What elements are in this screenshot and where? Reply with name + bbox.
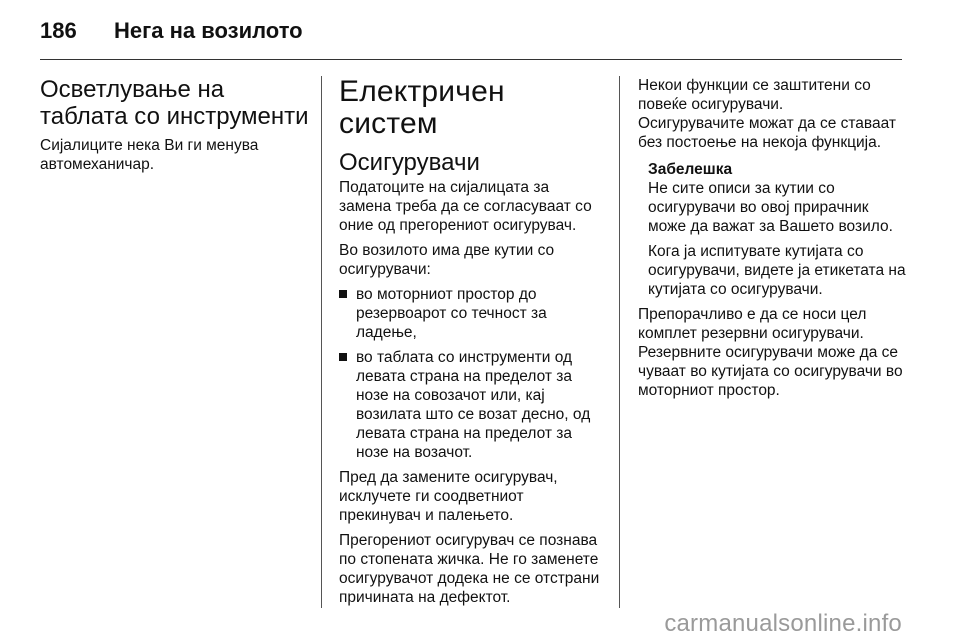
note-text: Не сите описи за кутии со осигурувачи во овој прирачник може да важат за Вашето возило.: [648, 180, 893, 235]
paragraph: Прегорениот осигурувач се познава по стопената жичка. Не го заменете осигурувачот додека не се отстрани причината на дефектот.: [339, 532, 600, 606]
list-item: [339, 285, 605, 342]
column-2: [339, 76, 605, 613]
chapter-title: Електричен систем: [339, 75, 505, 140]
column-3: [638, 76, 908, 406]
bullet-list: [339, 285, 605, 462]
note-text: Кога ја испитувате кутијата со осигурувачи, видете ја етикетата на кутијата со осигурувачи.: [648, 243, 906, 298]
header-rule: [40, 59, 902, 60]
paragraph: Во возилото има две кутии со осигурувачи:: [339, 242, 555, 278]
square-bullet-icon: [339, 353, 347, 361]
square-bullet-icon: [339, 290, 347, 298]
paragraph: Пред да замените осигурувач, исклучете ги соодветниот прекинувач и палењето.: [339, 469, 558, 524]
section-heading: Осветлување на таблата со инструменти: [40, 76, 309, 130]
page-header: [40, 18, 303, 52]
list-item-text: во моторниот простор до резервоарот со течност за ладење,: [356, 286, 547, 341]
watermark: carmanualsonline.info: [664, 610, 902, 637]
page-number: 186: [40, 18, 77, 43]
section-text: Сијалиците нека Ви ги менува автомеханичар.: [40, 137, 259, 173]
paragraph: Податоците на сијалицата за замена треба да се согласуваат со оние од прегорениот осигурувач.: [339, 179, 592, 234]
note-title: Забелешка: [648, 161, 733, 178]
note-box: [638, 160, 908, 299]
paragraph: Некои функции се заштитени со повеќе осигурувачи.: [638, 77, 871, 113]
list-item: [339, 348, 605, 462]
column-divider-1: [321, 76, 322, 608]
paragraph: Препорачливо е да се носи цел комплет резервни осигурувачи. Резервните осигурувачи може да се чуваат во кутијата со осигурувачи во моторниот простор.: [638, 306, 903, 399]
list-item-text: во таблата со инструменти од левата страна на пределот за нозе на совозачот или, кај возилата што се возат десно, од левата страна на пределот за нозе на возачот.: [356, 349, 591, 461]
column-1: [40, 76, 312, 180]
column-divider-2: [619, 76, 620, 608]
running-title: Нега на возилото: [114, 18, 303, 43]
subheading: Осигурувачи: [339, 149, 480, 176]
paragraph: Осигурувачите можат да се ставаат без постоење на некоја функција.: [638, 115, 896, 151]
